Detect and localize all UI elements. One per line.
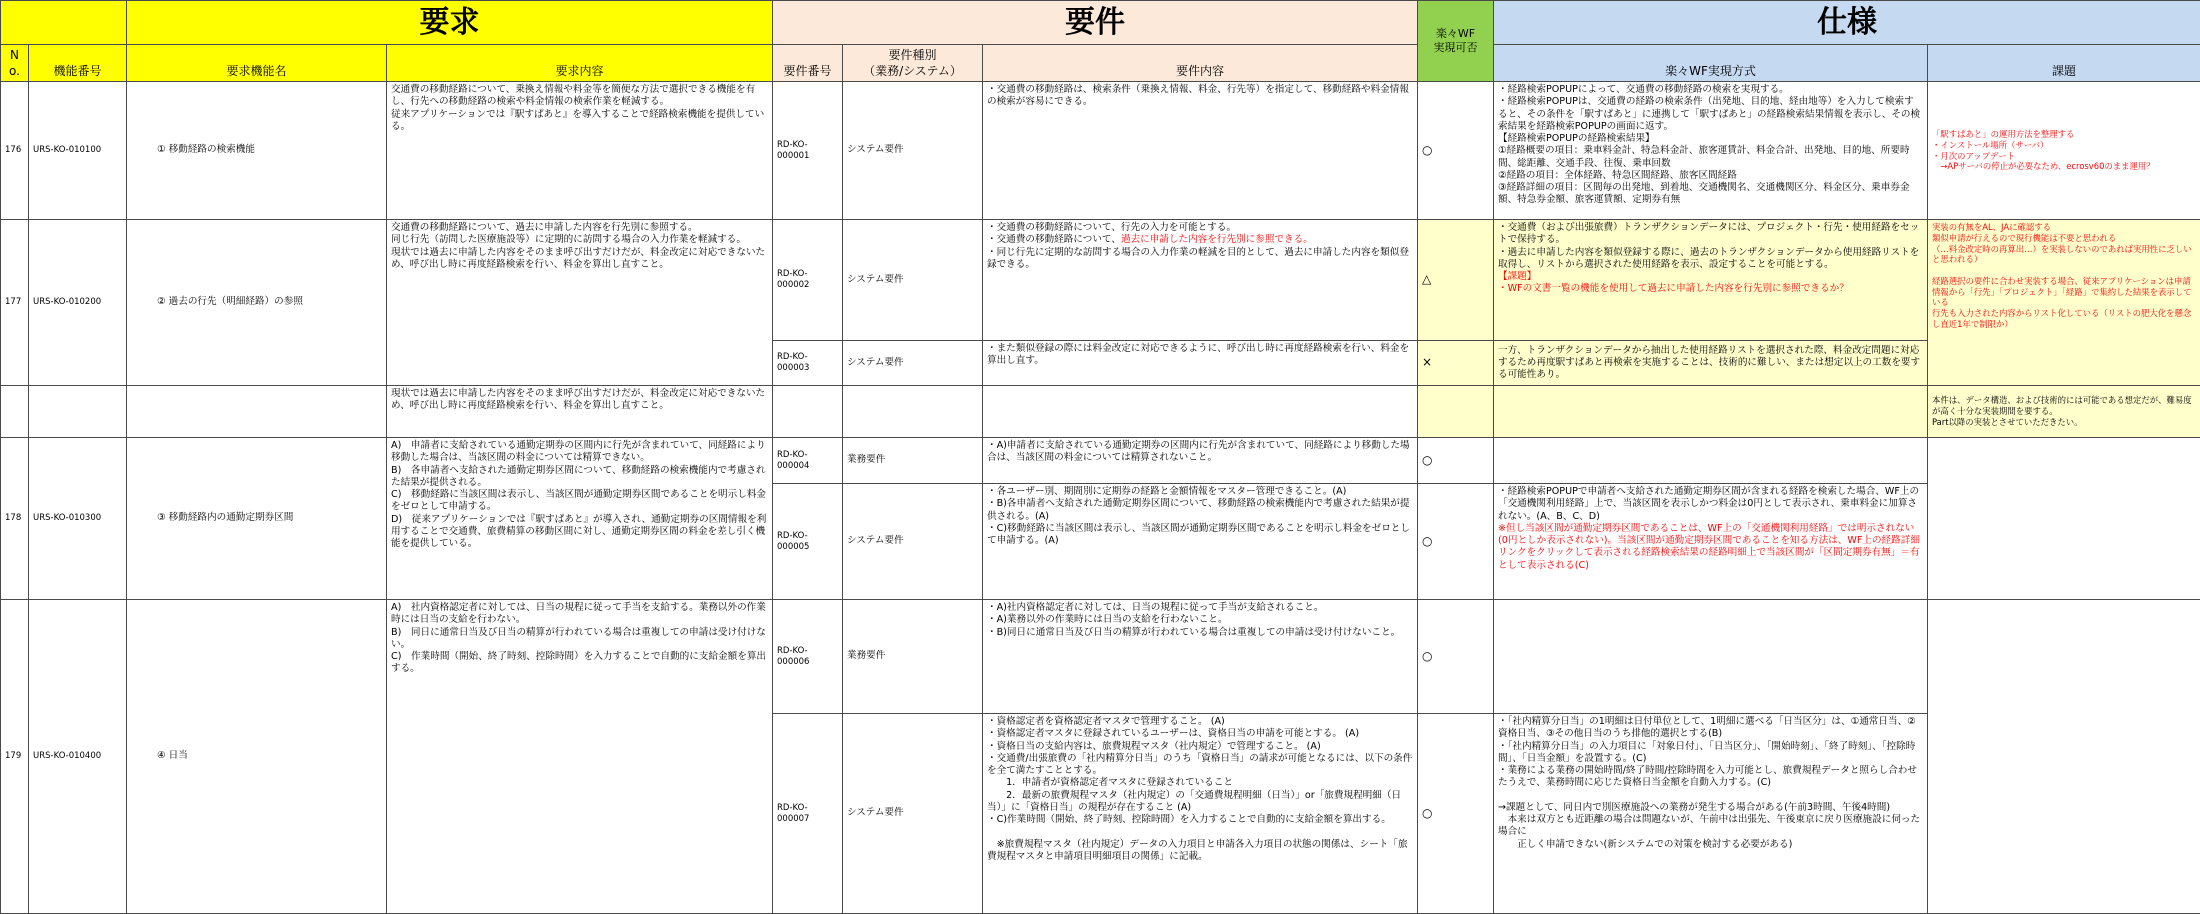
rq-type: システム要件 [843,220,983,341]
table-row [1,82,2200,220]
func-name: ① 移動経路の検索機能 [127,82,387,220]
rq-type: システム要件 [843,714,983,914]
wf-mark: ○ [1418,714,1494,914]
wf-mark: ○ [1418,82,1494,220]
col-header-no: No. [1,45,29,82]
rq-id: RD-KO- 000006 [773,600,843,714]
rq-content: ・A)社内資格認定者に対しては、日当の規程に従って手当が支給されること。 ・A)業務以外の作業時には日当の支給を行わないこと。 ・B)同日に通常日当及び日当の精算が行われている場合は重複しての申請は受け付けないこと。 [983,600,1418,714]
rq-content: ・資格認定者を資格認定者マスタで管理すること。 (A) ・資格認定者マスタに登録されているユーザーは、資格日当の申請を可能とする。 (A) ・資格日当の支給内容は、旅費規程マスタ（社内規定）で管理すること。 (A) ・交通費/出張旅費の「社内精算分日当」のうち「資格日当」の請求が可能となるには、以下の条件を全て満たすこととする。 1．申請者が資格認定者マスタに登録されていること 2．最新の旅費規程マスタ（社内規定）の「交通費規程明細（日当）」or「旅費規程明細（日当）」に「資格日当」の規程が存在すること (A) ・C)作業時間（開始、終了時刻、控除時間）を入力することで自動的に支給金額を算出する。 ※旅費規程マスタ（社内規定）データの入力項目と申請各入力項目の状態の関係は、シート「旅費規程マスタと申請項目明細項目の関係」に記載。 [983,714,1418,914]
rq-id [773,386,843,438]
rq-content: ・A)申請者に支給されている通勤定期券の区間内に行先が含まれていて、同経路により移動した場合は、当該区間の料金については精算されないこと。 [983,438,1418,484]
rq-id: RD-KO- 000003 [773,341,843,386]
impl-content [1494,438,1928,484]
rq-content: ・各ユーザー別、期間別に定期券の経路と金額情報をマスター管理できること。(A) ・B)各申請者へ支給された通勤定期券区間について、移動経路の検索機能内で考慮された結果が提供される。(A) ・C)移動経路に当該区間は表示し、当該区間が通勤定期券区間であることを明示し料金をゼロとして申請する。(A) [983,484,1418,600]
row-no: 176 [1,82,29,220]
func-id: URS-KO-010300 [29,438,127,600]
row-no: 179 [1,600,29,914]
col-header-impl: 楽々WF実現方式 [1494,45,1928,82]
req-content: 交通費の移動経路について、乗換え情報や料金等を簡便な方法で選択できる機能を有し、行先への移動経路の検索や料金情報の検索作業を軽減する。 従来アプリケーションでは『駅すぱあと』を導入することで経路検索機能を提供している。 [387,82,773,220]
issue-content: 「駅すぱあと」の運用方法を整理する ・インストール場所（サーバ） ・月次のアップデート →APサーバの停止が必要なため、ecrosv60のまま運用？ [1928,82,2200,220]
rq-id: RD-KO- 000004 [773,438,843,484]
func-name [127,386,387,438]
row-no [1,386,29,438]
wf-mark: ○ [1418,600,1494,714]
col-header-rq-type: 要件種別 （業務/システム） [843,45,983,82]
func-id: URS-KO-010200 [29,220,127,386]
func-name: ④ 日当 [127,600,387,914]
col-header-issue: 課題 [1928,45,2200,82]
impl-issue-text: 【課題】 ・WFの文書一覧の機能を使用して過去に申請した内容を行先別に参照できるか？ [1498,271,1849,295]
rq-id: RD-KO- 000001 [773,82,843,220]
wf-mark: △ [1418,220,1494,341]
func-name: ② 過去の行先（明細経路）の参照 [127,220,387,386]
wf-mark [1418,386,1494,438]
rq-text-highlight: 過去に申請した内容を行先別に参照できる。 [1120,234,1313,246]
rq-content: ・また類似登録の際には料金改定に対応できるように、呼び出し時に再度経路検索を行い、料金を算出し直す。 [983,341,1418,386]
req-content: 現状では過去に申請した内容をそのまま呼び出すだけだが、料金改定に対応できないため、呼び出し時に再度経路検索を行い、料金を算出し直すこと。 [387,386,773,438]
group-header-youken: 要件 [773,1,1418,45]
table-row [1,386,2200,438]
impl-note-text: ※但し当該区間が通勤定期券区間であることは、WF上の「交通機関利用経路」では明示されない(0円としか表示されない)。当該区間が通勤定期券区間であることを知る方法は、WF上の経路詳細リンクをクリックして表示される経路検索結果の経路明細上で当該区間が「区間定期券有無」＝有として表示される(C) [1498,522,1920,571]
impl-content [1494,600,1928,714]
table-row [1,600,2200,714]
rq-type: 業務要件 [843,600,983,714]
col-header-rq-id: 要件番号 [773,45,843,82]
rq-content [983,386,1418,438]
rq-content [983,220,1418,341]
group-header-youkyuu: 要求 [127,1,773,45]
wf-mark: ○ [1418,438,1494,484]
impl-content [1494,386,1928,438]
impl-content: ・経路検索POPUPによって、交通費の移動経路の検索を実現する。 ・経路検索POPUPは、交通費の経路の検索条件（出発地、目的地、経由地等）を入力して検索すると、その条件を「駅すぱあと」に連携して「駅すぱあと」の経路検索結果情報を表示し、その検索結果を経路検索POPUPの画面に返す。 【経路検索POPUPの経路検索結果】 ①経路概要の項目：乗車料金計、特急料金計、旅客運賃計、料金合計、出発地、目的地、所要時間、総距離、交通手段、往復、乗車回数 ②経路の項目：全体経路、特急区間経路、旅客区間経路 ③経路詳細の項目：区間毎の出発地、到着地、交通機関名、交通機関区分、料金区分、乗車券金額、特急券金額、旅客運賃額、定期券有無 [1494,82,1928,220]
row-no: 178 [1,438,29,600]
req-content: A) 申請者に支給されている通勤定期券の区間内に行先が含まれていて、同経路により移動した場合は、当該区間の料金については精算できない。 B) 各申請者へ支給された通勤定期券区間について、移動経路の検索機能内で考慮された結果が提供される。 C) 移動経路に当該区間は表示し、当該区間が通勤定期券区間であることを明示し料金をゼロとして申請する。 D) 従来アプリケーションでは『駅すぱあと』が導入され、通勤定期券の区間情報を利用することで交通費、旅費精算の移動区間に対し、通勤定期券区間の料金を差し引く機能を提供している。 [387,438,773,600]
col-header-rq-content: 要件内容 [983,45,1418,82]
group-header-shiyou: 仕様 [1494,1,2200,45]
func-name: ③ 移動経路内の通勤定期券区間 [127,438,387,600]
rq-type: システム要件 [843,484,983,600]
func-id [29,386,127,438]
row-no: 177 [1,220,29,386]
impl-content: 一方、トランザクションデータから抽出した使用経路リストを選択された際、料金改定問題に対応するため再度駅すぱあと再検索を実施することは、技術的に難しい、または想定以上の工数を要する可能性あり。 [1494,341,1928,386]
impl-content [1494,220,1928,341]
issue-content: 実装の有無をAL、JAに確認する 類似申請が行えるので現行機能は不要と思われる （…料金改定時の再算出…）を実装しないのであれば実用性に乏しいと思われる） 経路選択の要件に合わせ実装する場合、従来アプリケーションは申請情報から「行先」「プロジェクト」「経路」で集約した結果を表示している 行先も入力された内容からリスト化している（リストの肥大化を懸念し直近1年で制限か） [1928,220,2200,386]
table-row [1,438,2200,484]
rq-text: ・同じ行先に定期的な訪問する場合の入力作業の軽減を目的として、過去に申請した内容を類似登録できる。 [987,246,1409,270]
impl-text: ・交通費（および出張旅費）トランザクションデータには、プロジェクト・行先・使用経路をセットで保持する。 ・過去に申請した内容を類似登録する際に、過去のトランザクションデータから使用経路リストを取得し、リストから選択された使用経路を表示、設定することを可能とする。 [1498,222,1920,270]
impl-content [1494,484,1928,600]
group-header-blank [1,1,127,45]
col-header-func-name: 要求機能名 [127,45,387,82]
func-id: URS-KO-010400 [29,600,127,914]
table-row [1,220,2200,341]
rq-type: システム要件 [843,82,983,220]
rq-id: RD-KO- 000005 [773,484,843,600]
issue-content: 本件は、データ構造、および技術的には可能である想定だが、難易度が高く十分な実装期間を要する。 Part以降の実装とさせていただきたい。 [1928,386,2200,438]
impl-content: ・「社内精算分日当」の1明細は日付単位として、1明細に選べる「日当区分」は、①通常日当、②資格日当、③その他日当のうち排他的選択とする(B) ・「社内精算分日当」の入力項目に「対象日付」、「日当区分」、「開始時刻」、「終了時刻」、「控除時間」、「日当金額」を設置する。(C) ・業務による業務の開始時間/終了時間/控除時間を入力可能とし、旅費規程データと照らし合わせたうえで、業務時間に応じた資格日当金額を自動入力する。(C) →課題として、同日内で別医療施設への業務が発生する場合がある(午前3時間、午後4時間) 本来は双方とも近距離の場合は問題ないが、午前中は出張先、午後東京に戻り医療施設に伺った場合に 正しく申請できない(新システムでの対策を検討する必要がある) [1494,714,1928,914]
rq-type: 業務要件 [843,438,983,484]
issue-content [1928,438,2200,600]
impl-text: ・経路検索POPUPで申請者へ支給された通勤定期券区間が含まれる経路を検索した場合、WF上の「交通機関利用経路」上で、当該区間を表示しかつ料金は0円として表示され、乗車料金に加算されない。(A、B、C、D) [1498,486,1920,522]
group-header-wf-possible: 楽々WF 実現可否 [1418,1,1494,82]
rq-type: システム要件 [843,341,983,386]
rq-text: ・交通費の移動経路について、行先の入力を可能とする。 ・交通費の移動経路について、 [987,222,1237,246]
rq-id: RD-KO- 000002 [773,220,843,341]
wf-mark: × [1418,341,1494,386]
col-header-req-content: 要求内容 [387,45,773,82]
issue-content [1928,600,2200,914]
rq-id: RD-KO- 000007 [773,714,843,914]
req-content: A) 社内資格認定者に対しては、日当の規程に従って手当を支給する。業務以外の作業時には日当の支給を行わない。 B) 同日に通常日当及び日当の精算が行われている場合は重複しての申請は受け付けない。 C) 作業時間（開始、終了時刻、控除時間）を入力することで自動的に支給金額を算出する。 [387,600,773,914]
req-content: 交通費の移動経路について、過去に申請した内容を行先別に参照する。 同じ行先（訪問した医療施設等）に定期的に訪問する場合の入力作業を軽減する。 現状では過去に申請した内容をそのまま呼び出すだけだが、料金改定に対応できないため、呼び出し時に再度経路検索を行い、料金を算出し直すこと。 [387,220,773,386]
rq-content: ・交通費の移動経路は、検索条件（乗換え情報、料金、行先等）を指定して、移動経路や料金情報の検索が容易にできる。 [983,82,1418,220]
col-header-func-id: 機能番号 [29,45,127,82]
rq-type [843,386,983,438]
wf-mark: ○ [1418,484,1494,600]
func-id: URS-KO-010100 [29,82,127,220]
